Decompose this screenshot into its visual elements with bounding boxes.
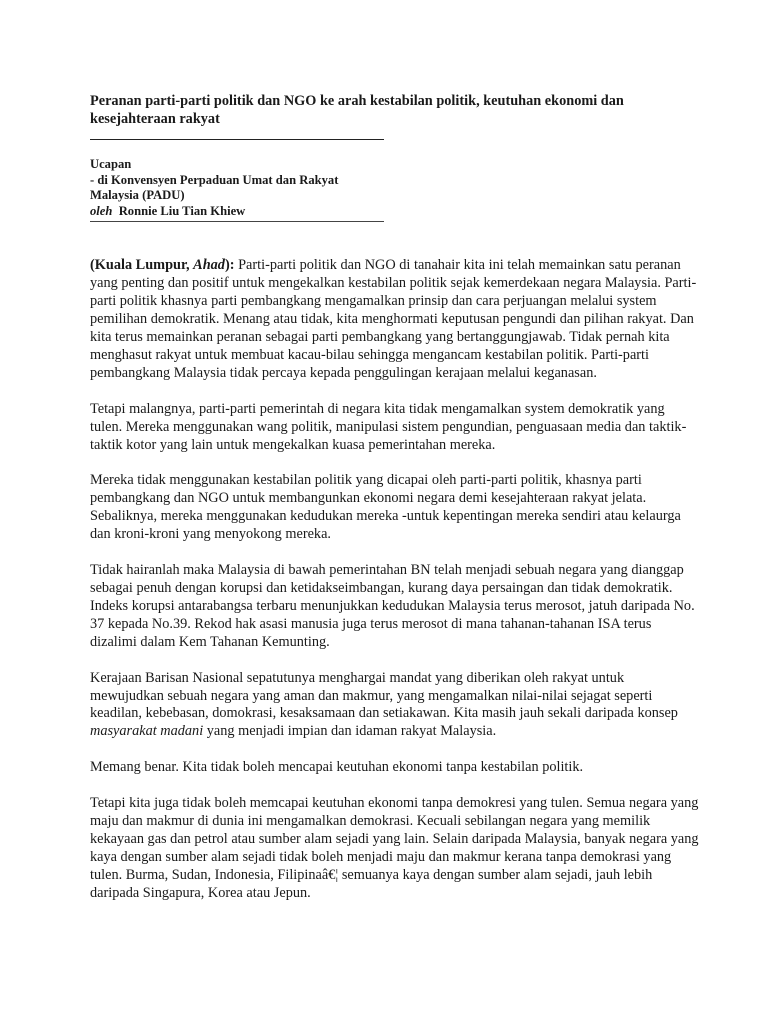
paragraph-6: Memang benar. Kita tidak boleh mencapai keutuhan ekonomi tanpa kestabilan politik. <box>90 759 584 776</box>
speech-byline <box>90 204 384 220</box>
byline-label: oleh <box>90 203 113 218</box>
article-body <box>90 257 700 902</box>
paragraph-2: Tetapi malangnya, parti-parti pemerintah di negara kita tidak mengamalkan system demokratik yang tulen. Mereka menggunakan wang politik, manipulasi sistem pengundian, penguasaan media dan taktik-taktik kotor yang lain untuk mengekalkan kuasa pemerintahan mereka. <box>90 400 687 453</box>
speech-event: - di Konvensyen Perpaduan Umat dan Rakyat Malaysia (PADU) <box>90 172 339 203</box>
speech-divider <box>90 221 384 222</box>
document-page <box>90 92 700 921</box>
paragraph-7: Tetapi kita juga tidak boleh memcapai keutuhan ekonomi tanpa demokresi yang tulen. Semua negara yang maju dan makmur di dunia ini mengamalkan demokrasi. Kecuali sebilangan negara yang memilik kekayaan gas dan petrol atau sumber alam sejadi yang lain. Selain daripada Malaysia, banyak negara yang kaya dengan sumber alam sejadi tidak boleh menjadi maju dan makmur kerana tanpa demokrasi yang tulen. Burma, Sudan, Indonesia, Filipinaâ€¦ semuanya kaya dengan sumber alam sejadi, jauh lebih daripada Singapura, Korea atau Jepun. <box>90 795 699 901</box>
title-divider <box>90 139 384 140</box>
document-title: Peranan parti-parti politik dan NGO ke arah kestabilan politik, keutuhan ekonomi dan kesejahteraan rakyat <box>90 93 624 127</box>
speaker-name: Ronnie Liu Tian Khiew <box>118 203 246 218</box>
paragraph-1-text: Parti-parti politik dan NGO di tanahair kita ini telah memainkan satu peranan yang penting dan positif untuk mengekalkan kestabilan politik sejak kemerdekaan negara Malaysia. Parti-parti politik khasnya parti pembangkang mengamalkan prinsip dan cara perjuangan melalui system pemilihan demokratik. Menang atau tidak, kita menghormati keputusan pengundi dan pilihan rakyat. Dan kita terus memainkan peranan sebagai parti pembangkang yang bertanggungjawab. Tidak pernah kita menghasut rakyat untuk membuat kacau-bilau sehingga mengancam kestabilan politik. Parti-parti pembangkang Malaysia tidak percaya kepada penggulingan kerajaan melalui keganasan. <box>90 257 697 381</box>
speech-info <box>90 157 384 219</box>
paragraph-4: Tidak hairanlah maka Malaysia di bawah pemerintahan BN telah menjadi sebuah negara yang dianggap sebagai penuh dengan korupsi dan ketidakseimbangan, kurang daya persaingan dan tidak demokratik. Indeks korupsi antarabangsa terbaru menunjukkan kedudukan Malaysia terus merosot, jatuh daripada No. 37 kepada No.39. Rekod hak asasi manusia juga terus merosot di mana tahanan-tahanan ISA terus dizalimi dalam Kem Tahanan Kemunting. <box>90 562 695 650</box>
paragraph-3: Mereka tidak menggunakan kestabilan politik yang dicapai oleh parti-parti politik, khasnya parti pembangkang dan NGO untuk membangunkan ekonomi negara demi kesejahteraan rakyat jelata. Sebaliknya, mereka menggunakan kedudukan mereka -untuk kepentingan mereka sendiri atau kelaurga dan kroni-kroni yang menyokong mereka. <box>90 472 681 543</box>
dateline <box>90 257 235 273</box>
paragraph-5-emphasis: masyarakat madani <box>90 723 204 740</box>
dateline-close: ): <box>224 257 235 274</box>
paragraph-5-text-before: Kerajaan Barisan Nasional sepatutunya menghargai mandat yang diberikan oleh rakyat untuk mewujudkan sebuah negara yang aman dan makmur, yang mengamalkan nilai-nilai sejagat seperti keadilan, kebebasan, domokrasi, kesaksamaan dan setiakawan. Kita masih jauh sekali daripada konsep <box>90 669 678 722</box>
paragraph-5-text-after: yang menjadi impian dan idaman rakyat Malaysia. <box>203 723 497 740</box>
speech-label: Ucapan <box>90 157 132 171</box>
paragraph-1 <box>90 257 700 382</box>
dateline-day: Ahad <box>193 257 225 274</box>
dateline-place: (Kuala Lumpur, <box>90 257 194 274</box>
paragraph-5 <box>90 670 700 742</box>
